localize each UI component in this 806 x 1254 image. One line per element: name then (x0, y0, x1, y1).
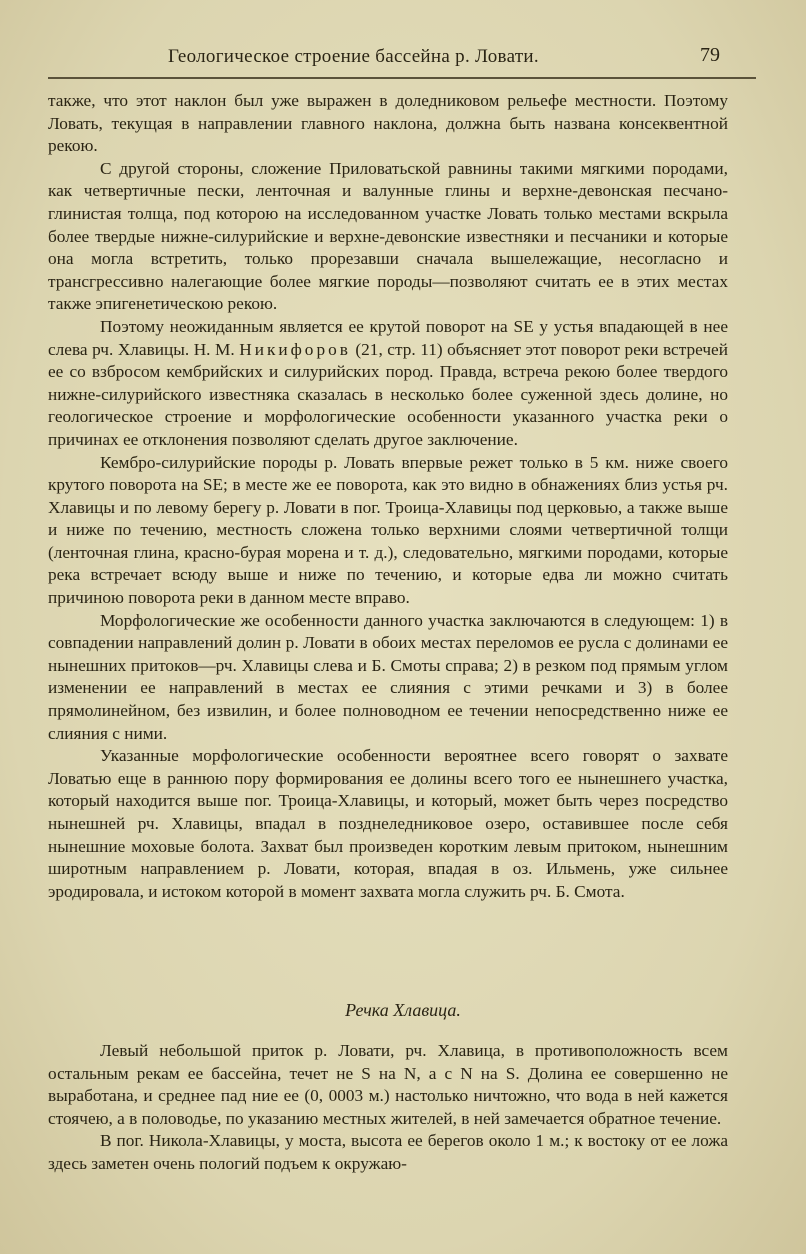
header-rule (48, 77, 756, 79)
paragraph: Левый небольшой приток р. Ловати, рч. Хлавица, в противоположность всем остальным рекам ее бассейна, течет не S на N, а с N на S. Долина ее совершенно не выработана, и среднее пад ние ее (0, 0003 м.) настолько ничтожно, что вода в ней кажется стоячею, а в половодье, по указанию местных жителей, в ней замечается обратное течение. (48, 1041, 728, 1128)
section-body (48, 1040, 728, 1176)
paragraph-text: Поэтому неожиданным является ее крутой поворот на SE у устья впадающей в нее слева рч. Хлавицы. Н. М. (48, 316, 728, 359)
paragraph: Морфологические же особенности данного участка заключаются в следующем: 1) в совпадении направлений долин р. Ловати в обоих местах переломов ее русла с долинами ее нынешних притоков—рч. Хлавицы слева и Б. Смоты справа; 2) в резком под прямым углом изменении ее направлений в местах ее слияния с этими речками и 3) в более прямолинейном, без извилин, и более полноводном ее течении непосредственно ниже ее слияния с ними. (48, 610, 728, 743)
paragraph-text: (21, стр. 11) объясняет этот поворот реки встречей ее со взбросом кембрийских и силурийских пород. Правда, встреча рекою более твердого нижне-силурийского известняка сказалась в несколько более суженной здесь долине, но геологическое строение и морфологические особенности указанного участка реки о причинах ее отклонения позволяют сделать другое заключение. (48, 339, 728, 449)
body-text (48, 90, 728, 903)
page-header (0, 42, 806, 72)
author-name: Никифоров (239, 339, 351, 359)
paragraph: Указанные морфологические особенности вероятнее всего говорят о захвате Ловатью еще в раннюю пору формирования ее долины всего того ее нынешнего участка, который находится выше пог. Троица-Хлавицы, и который, может быть через посредство нынешней рч. Хлавицы, впадал в позднеледниковое озеро, оставившее после себя нынешние моховые болота. Захват был произведен коротким левым притоком, нынешним широтным направлением р. Ловати, которая, впадая в оз. Ильмень, уже сильнее эродировала, и истоком которой в момент захвата могла служить рч. Б. Смота. (48, 746, 728, 901)
section-heading: Речка Хлавица. (345, 1000, 461, 1020)
paragraph-continuation: также, что этот наклон был уже выражен в доледниковом рельефе местности. Поэтому Ловать, текущая в направлении главного наклона, должна быть названа консеквентной рекою. (48, 91, 728, 156)
running-title: Геологическое строение бассейна р. Ловати. (168, 46, 539, 67)
paragraph: Кембро-силурийские породы р. Ловать впервые режет только в 5 км. ниже своего крутого поворота на SE; в месте же ее поворота, как это видно в обнажениях близ устья рч. Хлавицы и по левому берегу р. Ловати в пог. Троица-Хлавицы под церковью, а также выше и ниже по течению, местность сложена только верхними слоями четвертичной толщи (ленточная глина, красно-бурая морена и т. д.), следовательно, мягкими породами, которые река встречает всюду выше и ниже по течению, и которые едва ли можно считать причиною поворота реки в данном месте вправо. (48, 452, 728, 608)
page-number: 79 (700, 44, 720, 66)
paragraph (48, 316, 728, 452)
paragraph: С другой стороны, сложение Приловатьской равнины такими мягкими породами, как четвертичные пески, ленточная и валунные глины и верхне-девонская песчано-глинистая толща, под которою на исследованном участке Ловать только местами вскрыла более твердые нижне-силурийские и верхне-девонские известняки и песчаники и которые она могла встретить, только прорезавши сначала вышележащие, несогласно и трансгрессивно налегающие более мягкие породы—позволяют считать ее в этих местах также эпигенетическою рекою. (48, 158, 728, 314)
paragraph: В пог. Никола-Хлавицы, у моста, высота ее берегов около 1 м.; к востоку от ее ложа здесь заметен очень пологий подъем к окружаю- (48, 1131, 728, 1173)
